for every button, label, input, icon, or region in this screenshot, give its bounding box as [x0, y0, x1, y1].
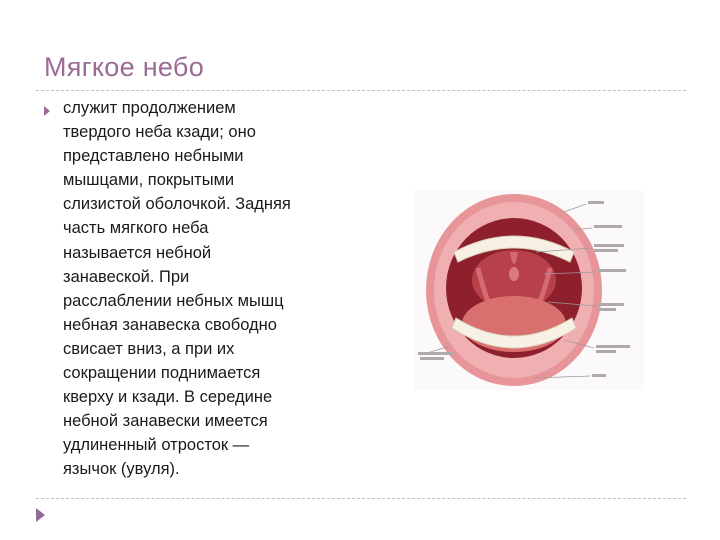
body-line: сокращении поднимается [63, 364, 261, 383]
body-line: мышцами, покрытыми [63, 171, 235, 190]
body-line: слизистой оболочкой. Задняя [63, 195, 291, 214]
body-line: занавеской. При [63, 267, 190, 286]
mouth-anatomy-illustration [414, 190, 644, 390]
body-line: служит продолжением [63, 99, 236, 117]
body-line: небная занавеска свободно [63, 315, 277, 334]
body-line: язычок (увуля). [63, 460, 180, 479]
next-slide-arrow-icon[interactable] [36, 508, 45, 522]
mouth-anatomy-figure [414, 190, 644, 390]
title-divider [36, 90, 686, 91]
body-text [63, 96, 363, 482]
body-line: часть мягкого неба [63, 219, 209, 238]
body-line: представлено небными [63, 147, 244, 166]
footer-divider [36, 498, 686, 499]
bullet-arrow-icon [44, 106, 50, 116]
body-line: свисает вниз, а при их [63, 339, 235, 358]
body-line: кверху и кзади. В середине [63, 388, 273, 407]
slide-title: Мягкое небо [44, 52, 205, 82]
body-line: расслаблении небных мышц [63, 291, 284, 310]
body-line: называется небной [63, 243, 212, 262]
body-line: небной занавески имеется [63, 412, 268, 431]
body-line: твердого неба кзади; оно [63, 123, 256, 142]
body-line: удлиненный отросток — [63, 436, 250, 455]
